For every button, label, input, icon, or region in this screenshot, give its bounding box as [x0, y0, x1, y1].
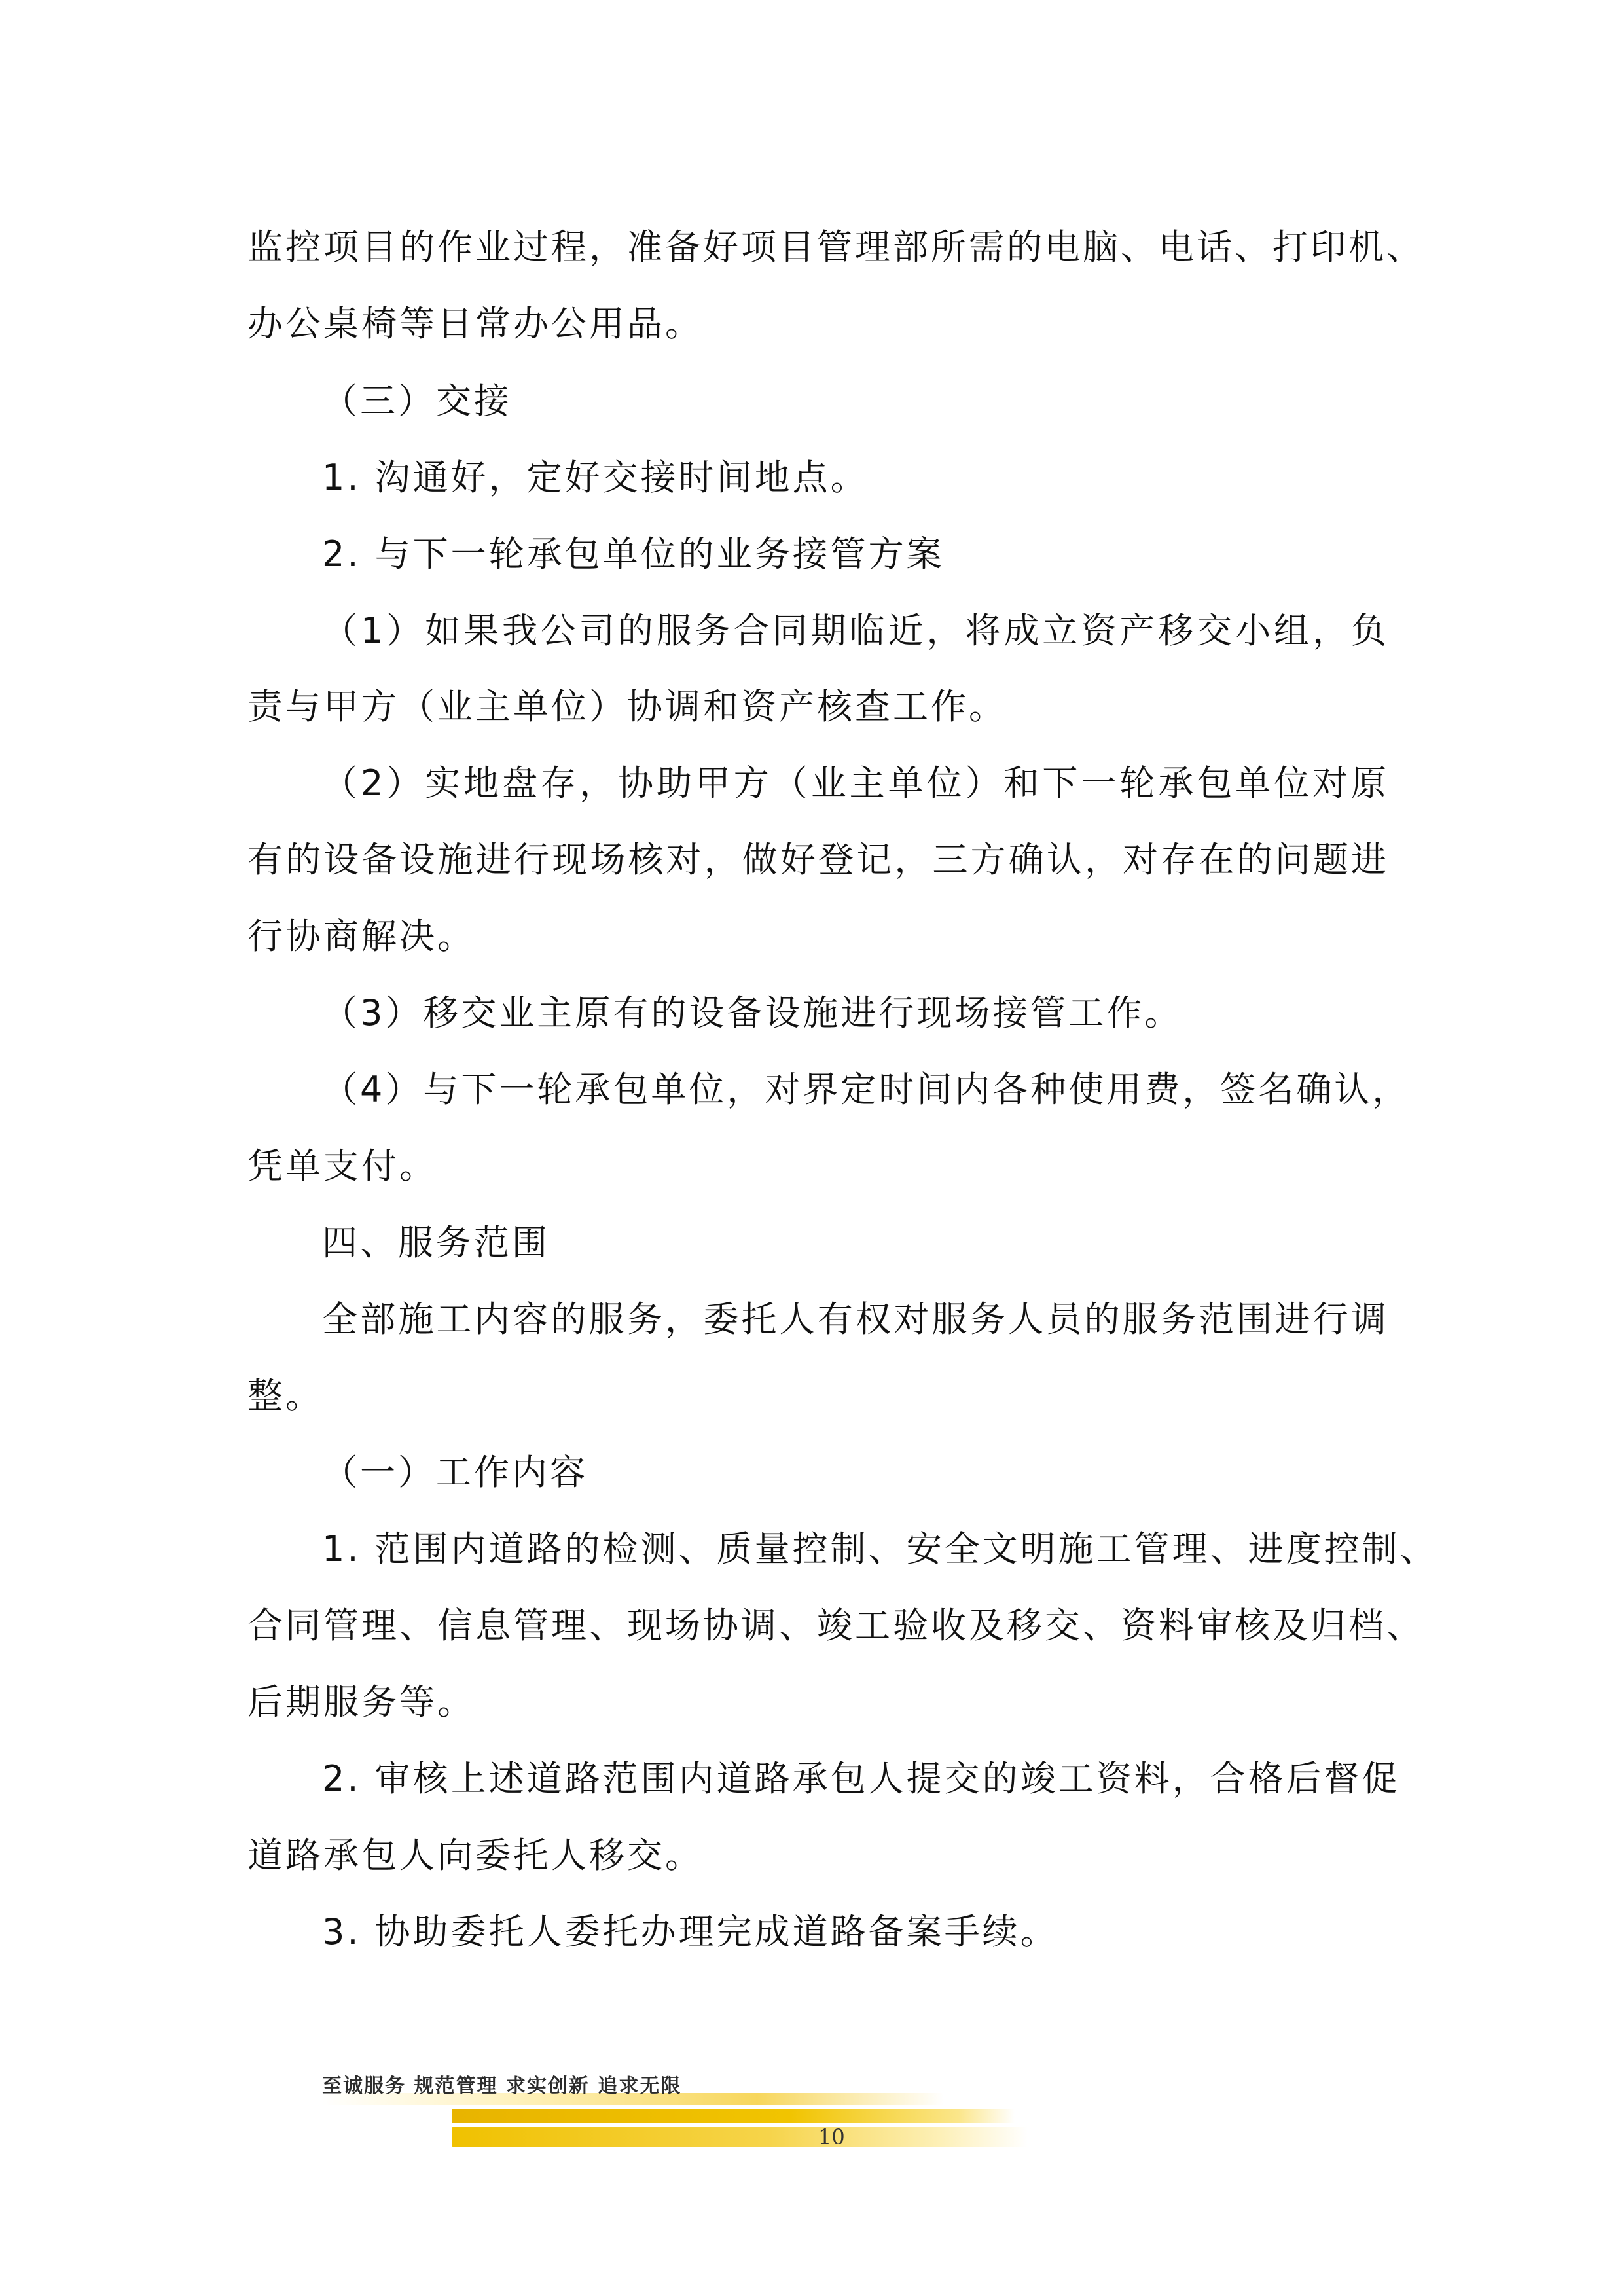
footer-band-bottom — [452, 2127, 1028, 2147]
line-text: 责与甲方（业主单位）协调和资产核查工作。 — [247, 686, 1007, 727]
line-text: 整。 — [247, 1375, 323, 1416]
line-text: 行协商解决。 — [247, 916, 475, 957]
footer-band-middle — [452, 2109, 1015, 2123]
line-text: 2. 审核上述道路范围内道路承包人提交的竣工资料，合格后督促 — [322, 1758, 1400, 1799]
line-text: 办公桌椅等日常办公用品。 — [247, 303, 703, 344]
page-number: 10 — [818, 2125, 845, 2149]
line-text: （1）如果我公司的服务合同期临近，将成立资产移交小组，负 — [322, 610, 1389, 651]
line-text: 全部施工内容的服务，委托人有权对服务人员的服务范围进行调 — [322, 1299, 1389, 1340]
line-text: 合同管理、信息管理、现场协调、竣工验收及移交、资料审核及归档、 — [247, 1605, 1424, 1646]
line-text: 监控项目的作业过程，准备好项目管理部所需的电脑、电话、打印机、 — [247, 226, 1424, 268]
heading-text: 四、服务范围 — [322, 1222, 550, 1263]
line-text: （3）移交业主原有的设备设施进行现场接管工作。 — [322, 992, 1183, 1033]
line-text: （2）实地盘存，协助甲方（业主单位）和下一轮承包单位对原 — [322, 762, 1389, 804]
line-text: 道路承包人向委托人移交。 — [247, 1835, 703, 1876]
line-text: 3. 协助委托人委托办理完成道路备案手续。 — [322, 1911, 1058, 1952]
line-text: 凭单支付。 — [247, 1145, 437, 1187]
line-text: （4）与下一轮承包单位，对界定时间内各种使用费，签名确认， — [322, 1069, 1411, 1110]
line-text: 2. 与下一轮承包单位的业务接管方案 — [322, 533, 945, 575]
line-text: 后期服务等。 — [247, 1681, 475, 1723]
line-text: 有的设备设施进行现场核对，做好登记，三方确认，对存在的问题进 — [247, 839, 1389, 880]
footer-slogan: 至诚服务 规范管理 求实创新 追求无限 — [322, 2075, 682, 2098]
line-text: 1. 范围内道路的检测、质量控制、安全文明施工管理、进度控制、 — [322, 1528, 1438, 1570]
heading-text: （一）工作内容 — [322, 1452, 588, 1493]
line-text: 1. 沟通好，定好交接时间地点。 — [322, 457, 869, 498]
heading-text: （三）交接 — [322, 380, 512, 422]
